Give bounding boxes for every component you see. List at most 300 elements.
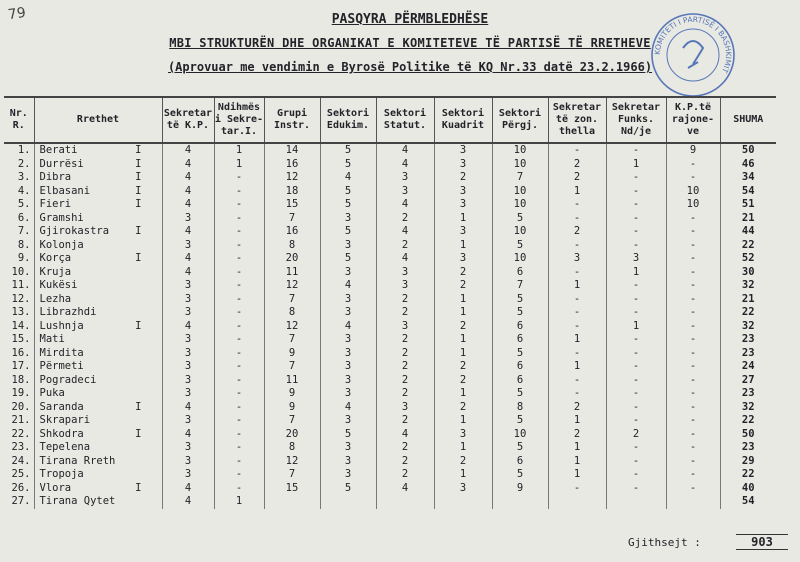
row-number: 9. bbox=[17, 252, 31, 264]
cell-edu: 3 bbox=[320, 347, 376, 361]
cell-grupi: 7 bbox=[264, 414, 320, 428]
cell-perg: 5 bbox=[492, 239, 548, 253]
cell-stat: 2 bbox=[376, 374, 434, 388]
cell-sum: 21 bbox=[720, 212, 776, 226]
cell-grupi: 12 bbox=[264, 171, 320, 185]
cell-perg: 5 bbox=[492, 212, 548, 226]
cell-stat bbox=[376, 495, 434, 509]
cell-kuad: 1 bbox=[434, 387, 492, 401]
table-row bbox=[4, 347, 776, 361]
cell-kuad: 3 bbox=[434, 252, 492, 266]
cell-sek: 3 bbox=[162, 374, 214, 388]
cell-edu: 3 bbox=[320, 387, 376, 401]
row-number: 11. bbox=[11, 279, 31, 291]
table-row bbox=[4, 198, 776, 212]
row-number: 18. bbox=[11, 373, 31, 386]
cell-ndih: - bbox=[214, 441, 264, 455]
cell-edu: 5 bbox=[320, 198, 376, 212]
cell-funk: 2 bbox=[606, 428, 666, 442]
cell-stat: 3 bbox=[376, 266, 434, 280]
cell-raj: - bbox=[666, 401, 720, 415]
cell-raj: 10 bbox=[666, 185, 720, 199]
row-number: 25. bbox=[11, 468, 31, 480]
category-tag: I bbox=[135, 184, 142, 197]
cell-stat: 4 bbox=[376, 428, 434, 442]
cell-edu: 3 bbox=[320, 266, 376, 280]
column-header-9: Sekretar të zon. thella bbox=[548, 97, 606, 143]
cell-edu: 3 bbox=[320, 293, 376, 307]
cell-edu: 3 bbox=[320, 360, 376, 374]
cell-ndih: - bbox=[214, 239, 264, 253]
cell-perg: 10 bbox=[492, 225, 548, 239]
cell-stat: 4 bbox=[376, 482, 434, 496]
cell-raj: - bbox=[666, 266, 720, 280]
cell-perg: 10 bbox=[492, 158, 548, 172]
cell-zon: - bbox=[548, 143, 606, 158]
cell-stat: 2 bbox=[376, 441, 434, 455]
district-name: Librazhdi bbox=[34, 306, 162, 320]
table-row bbox=[4, 414, 776, 428]
cell-sum: 46 bbox=[720, 158, 776, 172]
cell-grupi: 8 bbox=[264, 306, 320, 320]
table-row bbox=[4, 441, 776, 455]
cell-sum: 21 bbox=[720, 293, 776, 307]
table-row bbox=[4, 320, 776, 334]
cell-kuad: 2 bbox=[434, 320, 492, 334]
cell-sek: 4 bbox=[162, 143, 214, 158]
district-name: Elbasani I bbox=[34, 185, 162, 199]
cell-grupi: 16 bbox=[264, 158, 320, 172]
cell-funk: - bbox=[606, 414, 666, 428]
cell-raj: - bbox=[666, 239, 720, 253]
cell-ndih: - bbox=[214, 252, 264, 266]
cell-ndih: - bbox=[214, 387, 264, 401]
cell-edu: 4 bbox=[320, 320, 376, 334]
cell-zon: - bbox=[548, 239, 606, 253]
cell-edu: 3 bbox=[320, 468, 376, 482]
column-header-6: Sektori Statut. bbox=[376, 97, 434, 143]
cell-funk: - bbox=[606, 198, 666, 212]
cell-zon: 1 bbox=[548, 414, 606, 428]
cell-funk: - bbox=[606, 225, 666, 239]
column-header-3: Ndihmës i Sekre-tar.I. bbox=[214, 97, 264, 143]
table-row bbox=[4, 252, 776, 266]
district-name: Kukësi bbox=[34, 279, 162, 293]
cell-funk: - bbox=[606, 374, 666, 388]
category-tag: I bbox=[135, 427, 142, 440]
cell-perg: 10 bbox=[492, 143, 548, 158]
cell-sek: 3 bbox=[162, 212, 214, 226]
cell-funk: - bbox=[606, 279, 666, 293]
approval-date: 23.2.1966 bbox=[579, 60, 645, 74]
cell-zon: - bbox=[548, 482, 606, 496]
approval-suffix: ) bbox=[644, 60, 653, 74]
table-row bbox=[4, 333, 776, 347]
cell-ndih: - bbox=[214, 468, 264, 482]
district-name: Pogradeci bbox=[34, 374, 162, 388]
cell-grupi: 7 bbox=[264, 333, 320, 347]
cell-kuad: 2 bbox=[434, 171, 492, 185]
cell-ndih: - bbox=[214, 293, 264, 307]
cell-grupi: 7 bbox=[264, 212, 320, 226]
cell-grupi: 9 bbox=[264, 401, 320, 415]
district-name: Skrapari bbox=[34, 414, 162, 428]
cell-perg: 5 bbox=[492, 293, 548, 307]
cell-raj: 9 bbox=[666, 143, 720, 158]
cell-sek: 4 bbox=[162, 482, 214, 496]
cell-kuad: 3 bbox=[434, 225, 492, 239]
cell-ndih: - bbox=[214, 225, 264, 239]
district-name: Mirdita bbox=[34, 347, 162, 361]
cell-raj: - bbox=[666, 387, 720, 401]
cell-sum: 50 bbox=[720, 143, 776, 158]
cell-sum: 27 bbox=[720, 374, 776, 388]
cell-funk: - bbox=[606, 482, 666, 496]
cell-perg: 10 bbox=[492, 185, 548, 199]
table-row bbox=[4, 212, 776, 226]
cell-grupi: 11 bbox=[264, 374, 320, 388]
cell-sum: 50 bbox=[720, 428, 776, 442]
cell-perg: 5 bbox=[492, 347, 548, 361]
cell-grupi: 20 bbox=[264, 252, 320, 266]
cell-raj: - bbox=[666, 374, 720, 388]
row-number: 19. bbox=[11, 387, 31, 399]
cell-kuad: 1 bbox=[434, 293, 492, 307]
cell-sek: 3 bbox=[162, 347, 214, 361]
cell-funk: - bbox=[606, 333, 666, 347]
cell-perg: 10 bbox=[492, 428, 548, 442]
cell-sek: 3 bbox=[162, 239, 214, 253]
cell-edu: 3 bbox=[320, 212, 376, 226]
category-tag: I bbox=[135, 171, 142, 183]
cell-ndih: - bbox=[214, 333, 264, 347]
cell-raj bbox=[666, 495, 720, 509]
cell-grupi: 16 bbox=[264, 225, 320, 239]
cell-funk: 3 bbox=[606, 252, 666, 266]
cell-edu: 4 bbox=[320, 279, 376, 293]
cell-ndih: - bbox=[214, 482, 264, 496]
cell-kuad: 1 bbox=[434, 239, 492, 253]
cell-stat: 2 bbox=[376, 212, 434, 226]
approval-middle: datë bbox=[536, 60, 580, 74]
table-row bbox=[4, 143, 776, 158]
district-name: Korça I bbox=[34, 252, 162, 266]
row-number: 12. bbox=[11, 292, 31, 305]
cell-perg: 5 bbox=[492, 468, 548, 482]
cell-funk: - bbox=[606, 212, 666, 226]
table-row bbox=[4, 455, 776, 469]
cell-edu: 4 bbox=[320, 171, 376, 185]
cell-kuad: 1 bbox=[434, 306, 492, 320]
column-header-8: Sektori Përgj. bbox=[492, 97, 548, 143]
cell-stat: 2 bbox=[376, 387, 434, 401]
row-number: 5. bbox=[17, 198, 31, 210]
cell-zon: 3 bbox=[548, 252, 606, 266]
table-row bbox=[4, 374, 776, 388]
cell-ndih: - bbox=[214, 185, 264, 199]
cell-stat: 3 bbox=[376, 171, 434, 185]
cell-ndih: - bbox=[214, 414, 264, 428]
cell-perg bbox=[492, 495, 548, 509]
cell-sek: 4 bbox=[162, 171, 214, 185]
cell-zon: 1 bbox=[548, 360, 606, 374]
category-tag: I bbox=[135, 319, 142, 332]
total-value: 903 bbox=[736, 534, 788, 550]
cell-zon: - bbox=[548, 212, 606, 226]
cell-raj: - bbox=[666, 212, 720, 226]
cell-perg: 6 bbox=[492, 266, 548, 280]
district-name: Tirana Qytet bbox=[34, 495, 162, 509]
table-row bbox=[4, 401, 776, 415]
cell-zon: - bbox=[548, 198, 606, 212]
district-name: Berati I bbox=[34, 143, 162, 158]
row-number: 6. bbox=[17, 211, 31, 224]
cell-sum: 22 bbox=[720, 414, 776, 428]
cell-perg: 6 bbox=[492, 360, 548, 374]
column-header-12: SHUMA bbox=[720, 97, 776, 143]
cell-kuad: 3 bbox=[434, 158, 492, 172]
cell-sek: 3 bbox=[162, 441, 214, 455]
cell-funk: - bbox=[606, 293, 666, 307]
cell-edu: 3 bbox=[320, 239, 376, 253]
cell-sum: 30 bbox=[720, 266, 776, 280]
district-name: Shkodra I bbox=[34, 428, 162, 442]
cell-sek: 3 bbox=[162, 414, 214, 428]
column-header-10: Sekretar Funks. Nd/je bbox=[606, 97, 666, 143]
cell-stat: 3 bbox=[376, 401, 434, 415]
table-row bbox=[4, 428, 776, 442]
cell-edu: 3 bbox=[320, 374, 376, 388]
cell-zon: 1 bbox=[548, 333, 606, 347]
cell-sum: 22 bbox=[720, 468, 776, 482]
cell-sum: 40 bbox=[720, 482, 776, 496]
cell-kuad: 2 bbox=[434, 360, 492, 374]
cell-funk: - bbox=[606, 171, 666, 185]
cell-edu: 3 bbox=[320, 306, 376, 320]
column-header-1: Rrethet bbox=[34, 97, 162, 143]
cell-stat: 2 bbox=[376, 360, 434, 374]
cell-sum: 32 bbox=[720, 279, 776, 293]
cell-stat: 3 bbox=[376, 185, 434, 199]
cell-raj: - bbox=[666, 468, 720, 482]
document-title: PASQYRA PËRMBLEDHËSE bbox=[331, 12, 489, 27]
row-number: 27. bbox=[11, 495, 31, 507]
cell-raj: - bbox=[666, 428, 720, 442]
cell-ndih: - bbox=[214, 306, 264, 320]
cell-perg: 7 bbox=[492, 171, 548, 185]
table-row bbox=[4, 185, 776, 199]
cell-kuad: 3 bbox=[434, 428, 492, 442]
cell-raj: - bbox=[666, 158, 720, 172]
structure-table bbox=[4, 96, 776, 509]
column-header-11: K.P.të rajone-ve bbox=[666, 97, 720, 143]
cell-ndih: - bbox=[214, 455, 264, 469]
cell-zon: 1 bbox=[548, 441, 606, 455]
cell-sek: 3 bbox=[162, 360, 214, 374]
cell-grupi: 15 bbox=[264, 482, 320, 496]
cell-grupi: 7 bbox=[264, 293, 320, 307]
district-name: Vlora I bbox=[34, 482, 162, 496]
cell-ndih: - bbox=[214, 360, 264, 374]
cell-edu: 5 bbox=[320, 185, 376, 199]
cell-zon: 2 bbox=[548, 401, 606, 415]
district-name: Puka bbox=[34, 387, 162, 401]
cell-stat: 2 bbox=[376, 239, 434, 253]
category-tag: I bbox=[135, 481, 142, 494]
cell-sek: 3 bbox=[162, 333, 214, 347]
approval-line bbox=[120, 60, 700, 74]
district-name: Lushnja I bbox=[34, 320, 162, 334]
cell-grupi: 12 bbox=[264, 320, 320, 334]
cell-sum: 23 bbox=[720, 333, 776, 347]
cell-ndih: 1 bbox=[214, 143, 264, 158]
table-row bbox=[4, 482, 776, 496]
table-row bbox=[4, 495, 776, 509]
cell-kuad: 2 bbox=[434, 266, 492, 280]
cell-stat: 2 bbox=[376, 468, 434, 482]
cell-kuad: 2 bbox=[434, 401, 492, 415]
cell-ndih: - bbox=[214, 198, 264, 212]
cell-zon: 2 bbox=[548, 158, 606, 172]
cell-stat: 3 bbox=[376, 320, 434, 334]
district-name: Kruja bbox=[34, 266, 162, 280]
cell-zon: - bbox=[548, 374, 606, 388]
cell-sum: 54 bbox=[720, 495, 776, 509]
cell-funk: - bbox=[606, 347, 666, 361]
cell-grupi: 12 bbox=[264, 279, 320, 293]
cell-edu: 5 bbox=[320, 428, 376, 442]
cell-funk: - bbox=[606, 306, 666, 320]
cell-funk: 1 bbox=[606, 158, 666, 172]
cell-stat: 2 bbox=[376, 347, 434, 361]
cell-grupi: 8 bbox=[264, 441, 320, 455]
cell-sum: 44 bbox=[720, 225, 776, 239]
cell-perg: 8 bbox=[492, 401, 548, 415]
district-name: Mati bbox=[34, 333, 162, 347]
cell-perg: 5 bbox=[492, 441, 548, 455]
table-row bbox=[4, 239, 776, 253]
row-number: 8. bbox=[17, 238, 31, 251]
cell-grupi: 18 bbox=[264, 185, 320, 199]
column-header-4: Grupi Instr. bbox=[264, 97, 320, 143]
cell-edu: 4 bbox=[320, 401, 376, 415]
row-number: 15. bbox=[11, 333, 31, 345]
district-name: Durrësi I bbox=[34, 158, 162, 172]
cell-raj: - bbox=[666, 320, 720, 334]
cell-ndih: - bbox=[214, 347, 264, 361]
cell-edu: 3 bbox=[320, 414, 376, 428]
cell-sum: 22 bbox=[720, 239, 776, 253]
row-number: 3. bbox=[17, 171, 31, 183]
cell-sek: 3 bbox=[162, 387, 214, 401]
cell-zon: 1 bbox=[548, 185, 606, 199]
cell-raj: - bbox=[666, 306, 720, 320]
total-label: Gjithsejt : bbox=[628, 536, 701, 549]
cell-sek: 3 bbox=[162, 455, 214, 469]
cell-zon: 1 bbox=[548, 279, 606, 293]
cell-edu: 3 bbox=[320, 333, 376, 347]
row-number: 21. bbox=[11, 414, 31, 426]
cell-sum: 52 bbox=[720, 252, 776, 266]
row-number: 4. bbox=[17, 184, 31, 197]
cell-kuad: 3 bbox=[434, 482, 492, 496]
cell-grupi: 11 bbox=[264, 266, 320, 280]
cell-grupi: 14 bbox=[264, 143, 320, 158]
cell-ndih: - bbox=[214, 279, 264, 293]
cell-raj: - bbox=[666, 360, 720, 374]
approval-prefix: (Aprovuar me vendimin e Byrosë Politike të KQ Nr. bbox=[167, 60, 522, 74]
cell-raj: - bbox=[666, 441, 720, 455]
cell-sek: 3 bbox=[162, 279, 214, 293]
cell-raj: - bbox=[666, 347, 720, 361]
cell-sek: 4 bbox=[162, 266, 214, 280]
column-header-7: Sektori Kuadrit bbox=[434, 97, 492, 143]
column-header-5: Sektori Edukim. bbox=[320, 97, 376, 143]
cell-zon: - bbox=[548, 293, 606, 307]
cell-stat: 2 bbox=[376, 455, 434, 469]
row-number: 23. bbox=[11, 441, 31, 453]
cell-ndih: 1 bbox=[214, 495, 264, 509]
cell-funk: - bbox=[606, 387, 666, 401]
category-tag: I bbox=[135, 252, 142, 264]
cell-stat: 2 bbox=[376, 333, 434, 347]
cell-funk: - bbox=[606, 468, 666, 482]
table-row bbox=[4, 266, 776, 280]
svg-text:KOMITETI I PARTISË I BASHKIMIT: KOMITETI I PARTISË I BASHKIMIT bbox=[652, 14, 734, 75]
cell-kuad: 3 bbox=[434, 143, 492, 158]
cell-kuad: 1 bbox=[434, 333, 492, 347]
cell-sum: 23 bbox=[720, 347, 776, 361]
cell-perg: 6 bbox=[492, 320, 548, 334]
cell-sek: 4 bbox=[162, 320, 214, 334]
cell-perg: 5 bbox=[492, 387, 548, 401]
district-name: Lezha bbox=[34, 293, 162, 307]
cell-zon: 1 bbox=[548, 468, 606, 482]
cell-perg: 6 bbox=[492, 374, 548, 388]
cell-sek: 4 bbox=[162, 401, 214, 415]
cell-funk: - bbox=[606, 143, 666, 158]
table-row bbox=[4, 387, 776, 401]
row-number: 26. bbox=[11, 481, 31, 494]
row-number: 16. bbox=[11, 346, 31, 359]
cell-ndih: - bbox=[214, 320, 264, 334]
district-name: Tirana Rreth bbox=[34, 455, 162, 469]
cell-sek: 4 bbox=[162, 158, 214, 172]
cell-kuad: 2 bbox=[434, 374, 492, 388]
cell-sum: 23 bbox=[720, 441, 776, 455]
cell-zon: 2 bbox=[548, 225, 606, 239]
cell-raj: - bbox=[666, 279, 720, 293]
cell-funk bbox=[606, 495, 666, 509]
cell-ndih: 1 bbox=[214, 158, 264, 172]
district-name: Fieri I bbox=[34, 198, 162, 212]
cell-perg: 10 bbox=[492, 252, 548, 266]
row-number: 17. bbox=[11, 360, 31, 372]
cell-funk: 1 bbox=[606, 320, 666, 334]
cell-kuad: 1 bbox=[434, 212, 492, 226]
column-header-2: Sekretar të K.P. bbox=[162, 97, 214, 143]
cell-raj: - bbox=[666, 225, 720, 239]
cell-sek: 3 bbox=[162, 468, 214, 482]
cell-sum: 32 bbox=[720, 320, 776, 334]
official-stamp bbox=[650, 12, 736, 98]
cell-funk: - bbox=[606, 455, 666, 469]
column-header-0: Nr. R. bbox=[4, 97, 34, 143]
cell-sek: 4 bbox=[162, 198, 214, 212]
cell-sum: 22 bbox=[720, 306, 776, 320]
cell-grupi: 20 bbox=[264, 428, 320, 442]
cell-sum: 54 bbox=[720, 185, 776, 199]
